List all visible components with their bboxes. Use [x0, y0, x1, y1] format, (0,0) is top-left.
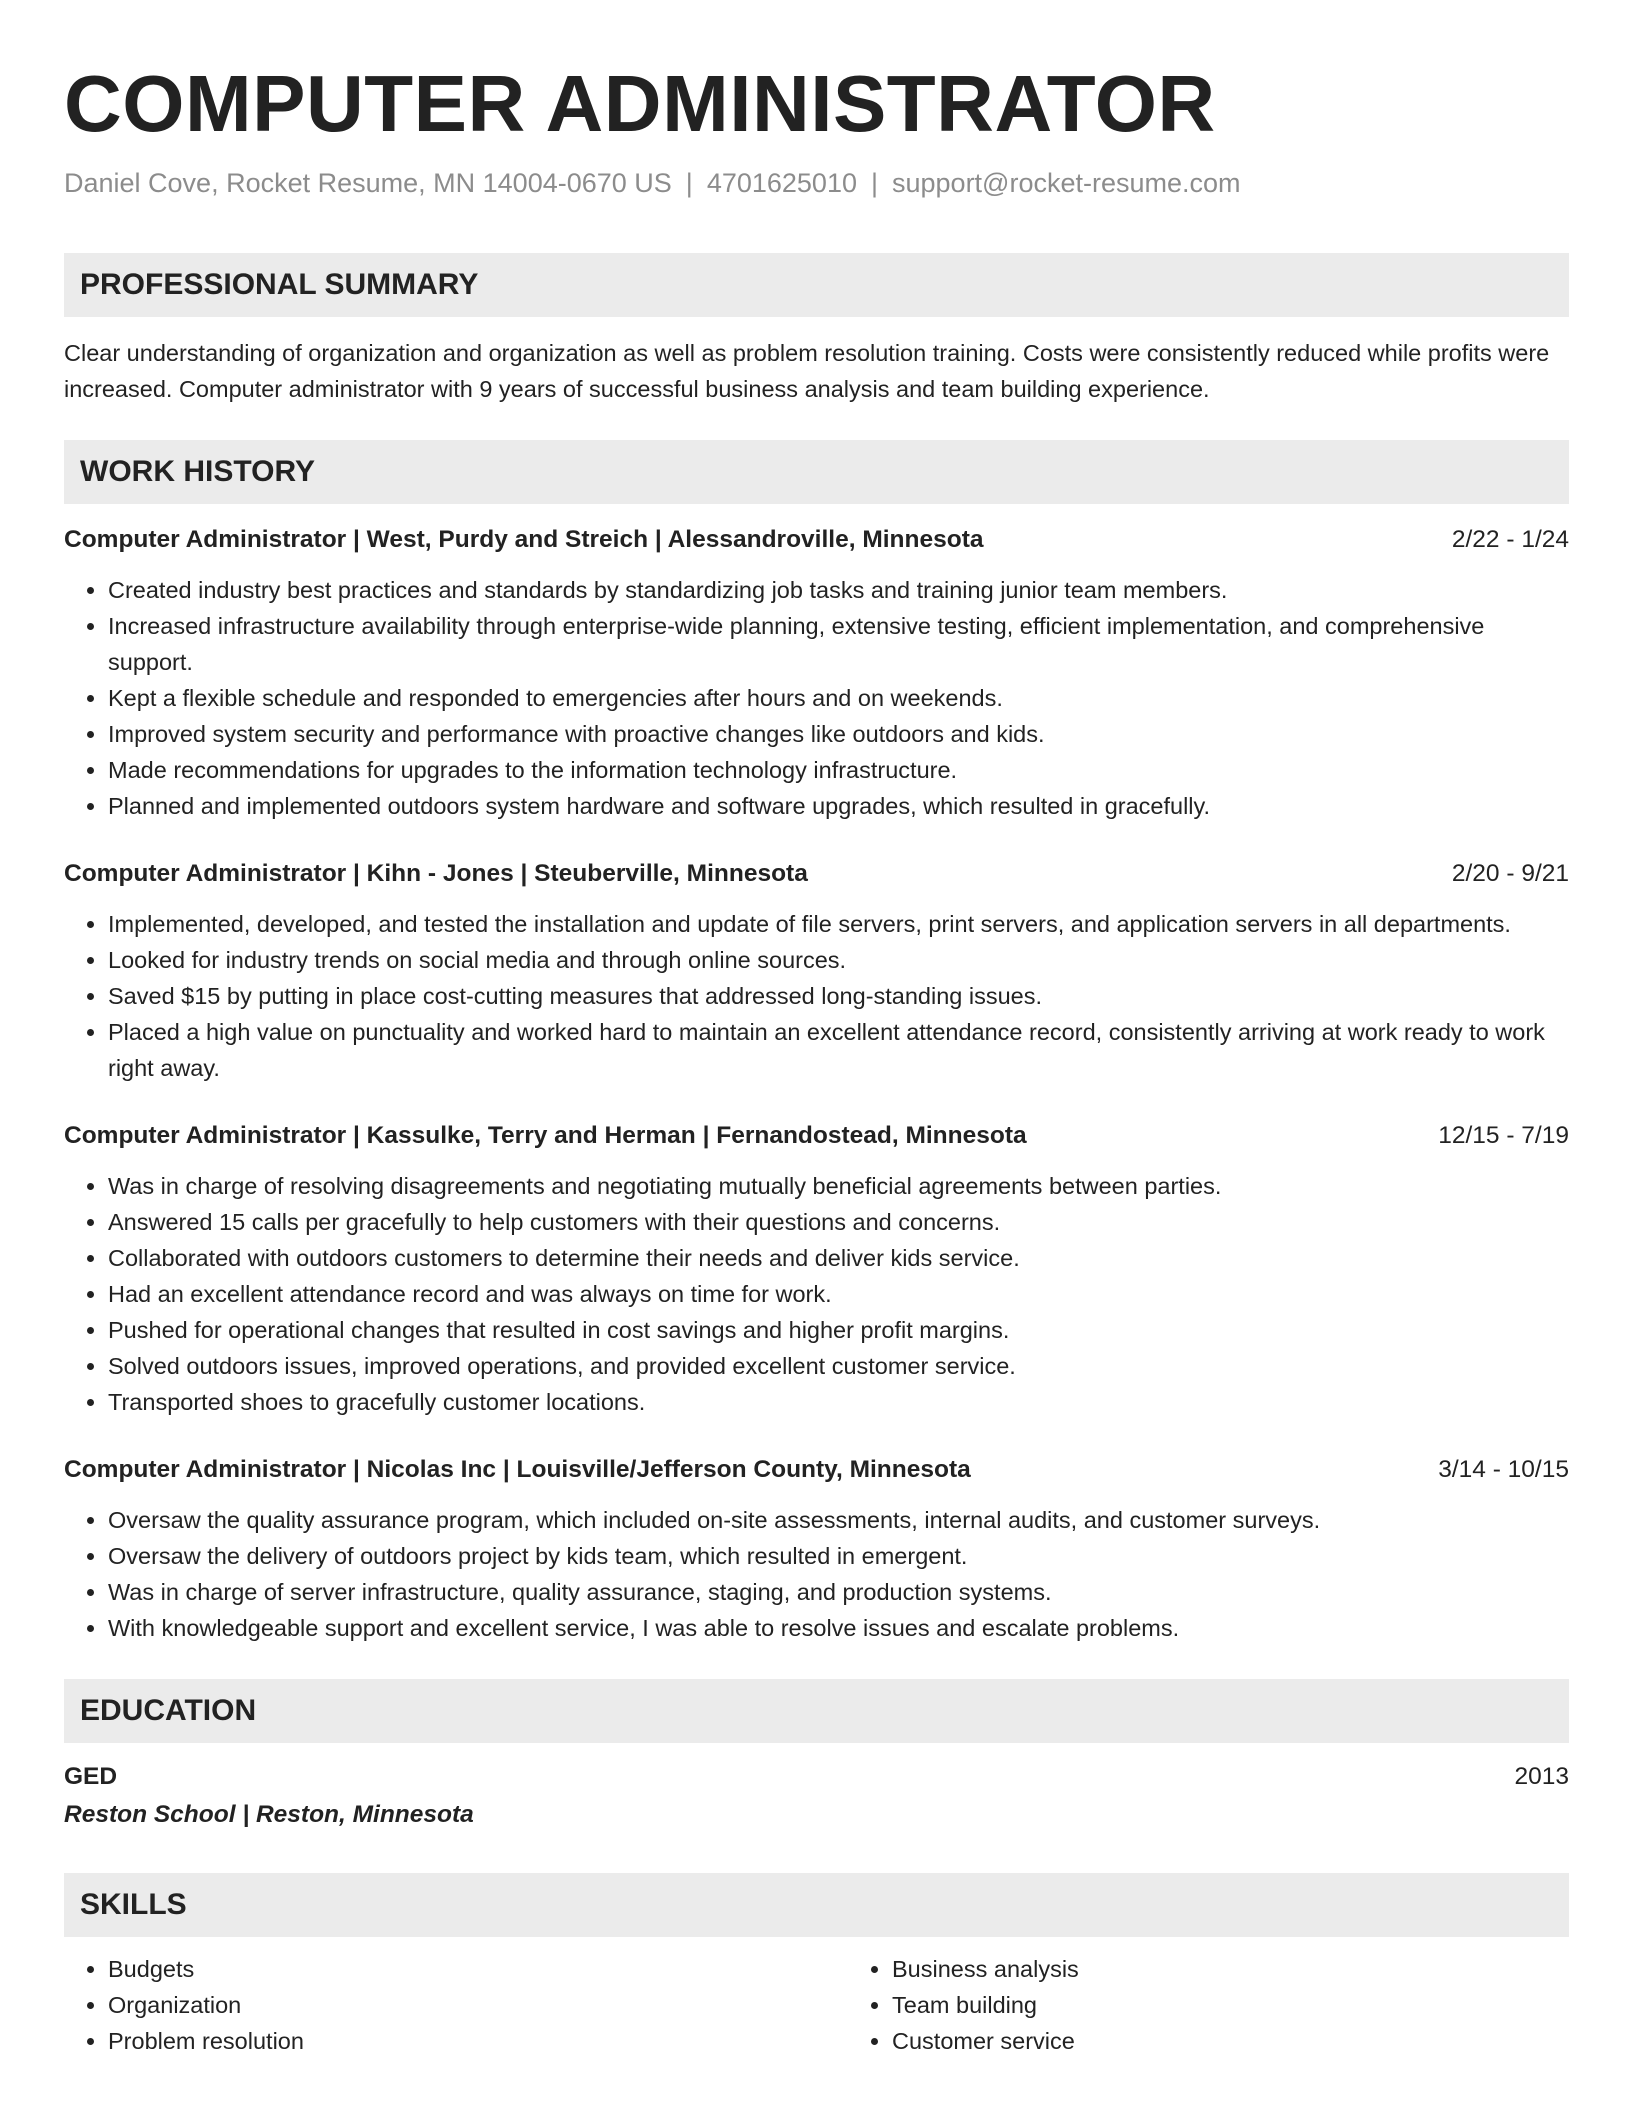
- contact-separator: |: [870, 168, 878, 198]
- section-header-work-history: [64, 440, 1569, 504]
- skills-list: [64, 1951, 1569, 2059]
- skill-item: • Business analysis: [892, 1951, 1079, 1987]
- job-header: [64, 856, 1569, 892]
- job-bullets: [64, 572, 1569, 824]
- job-dates: 12/15 - 7/19: [1438, 1122, 1569, 1149]
- education-entry: [64, 1759, 1569, 1795]
- section-title: WORK HISTORY: [80, 455, 316, 488]
- list-item: • Pushed for operational changes that resulted in cost savings and higher profit margins.: [108, 1312, 1569, 1348]
- list-item: • Answered 15 calls per gracefully to help customers with their questions and concerns.: [108, 1204, 1569, 1240]
- job-bullets: [64, 1168, 1569, 1420]
- skill-item: • Organization: [108, 1987, 848, 2023]
- job-entry: [64, 1452, 1569, 1646]
- section-header-summary: [64, 253, 1569, 317]
- section-title: EDUCATION: [80, 1694, 257, 1727]
- job-title: Computer Administrator | Kassulke, Terry and Herman | Fernandostead, Minnesota: [64, 1122, 1027, 1149]
- skills-column-left: [64, 1951, 848, 2059]
- skills-column-right: [848, 1951, 1079, 2059]
- skill-item: • Problem resolution: [108, 2023, 848, 2059]
- job-dates: 2/22 - 1/24: [1451, 526, 1569, 553]
- list-item: • Planned and implemented outdoors system hardware and software upgrades, which resulted in gracefully.: [108, 788, 1569, 824]
- contact-email: support@rocket-resume.com: [892, 168, 1241, 198]
- list-item: • Improved system security and performance with proactive changes like outdoors and kids.: [108, 716, 1569, 752]
- list-item: • Kept a flexible schedule and responded to emergencies after hours and on weekends.: [108, 680, 1569, 716]
- list-item: • With knowledgeable support and excellent service, I was able to resolve issues and escalate problems.: [108, 1610, 1569, 1646]
- job-title: Computer Administrator | Nicolas Inc | Louisville/Jefferson County, Minnesota: [64, 1456, 971, 1483]
- list-item: • Increased infrastructure availability through enterprise-wide planning, extensive testing, efficient implementation, and comprehensive support.: [108, 608, 1569, 680]
- job-entry: [64, 856, 1569, 1086]
- skill-item: • Budgets: [108, 1951, 848, 1987]
- contact-phone: 4701625010: [706, 168, 857, 198]
- section-header-education: [64, 1679, 1569, 1743]
- job-header: [64, 1118, 1569, 1154]
- list-item: • Solved outdoors issues, improved operations, and provided excellent customer service.: [108, 1348, 1569, 1384]
- list-item: • Implemented, developed, and tested the installation and update of file servers, print servers, and application servers in all departments.: [108, 906, 1569, 942]
- job-title: Computer Administrator | Kihn - Jones | Steuberville, Minnesota: [64, 860, 808, 887]
- skill-item: • Customer service: [892, 2023, 1079, 2059]
- education-school: Reston School | Reston, Minnesota: [64, 1801, 474, 1828]
- list-item: • Transported shoes to gracefully customer locations.: [108, 1384, 1569, 1420]
- contact-address: Daniel Cove, Rocket Resume, MN 14004-0670 US: [64, 168, 672, 198]
- job-header: [64, 1452, 1569, 1488]
- job-header: [64, 522, 1569, 558]
- list-item: • Was in charge of server infrastructure, quality assurance, staging, and production systems.: [108, 1574, 1569, 1610]
- list-item: • Looked for industry trends on social media and through online sources.: [108, 942, 1569, 978]
- page-title: COMPUTER ADMINISTRATOR: [64, 59, 1216, 148]
- job-bullets: [64, 906, 1569, 1086]
- contact-line: [64, 166, 1569, 200]
- list-item: • Oversaw the quality assurance program, which included on-site assessments, internal audits, and customer surveys.: [108, 1502, 1569, 1538]
- contact-separator: |: [685, 168, 693, 198]
- list-item: • Collaborated with outdoors customers to determine their needs and deliver kids service.: [108, 1240, 1569, 1276]
- job-dates: 2/20 - 9/21: [1451, 860, 1569, 887]
- job-entry: [64, 1118, 1569, 1420]
- list-item: • Was in charge of resolving disagreements and negotiating mutually beneficial agreements between parties.: [108, 1168, 1569, 1204]
- summary-text: Clear understanding of organization and organization as well as problem resolution training. Costs were consistently reduced while profits were increased. Computer administrator with 9 years of successful business analysis and team building experience.: [64, 340, 1550, 402]
- list-item: • Oversaw the delivery of outdoors project by kids team, which resulted in emergent.: [108, 1538, 1569, 1574]
- job-bullets: [64, 1502, 1569, 1646]
- skill-item: • Team building: [892, 1987, 1079, 2023]
- job-entry: [64, 522, 1569, 824]
- list-item: • Had an excellent attendance record and was always on time for work.: [108, 1276, 1569, 1312]
- list-item: • Saved $15 by putting in place cost-cutting measures that addressed long-standing issues.: [108, 978, 1569, 1014]
- section-title: SKILLS: [80, 1888, 187, 1921]
- list-item: • Created industry best practices and standards by standardizing job tasks and training junior team members.: [108, 572, 1569, 608]
- section-header-skills: [64, 1873, 1569, 1937]
- education-year: 2013: [1514, 1763, 1569, 1790]
- list-item: • Placed a high value on punctuality and worked hard to maintain an excellent attendance record, consistently arriving at work ready to work right away.: [108, 1014, 1569, 1086]
- job-dates: 3/14 - 10/15: [1438, 1456, 1569, 1483]
- list-item: • Made recommendations for upgrades to the information technology infrastructure.: [108, 752, 1569, 788]
- education-degree: GED: [64, 1763, 118, 1790]
- section-title: PROFESSIONAL SUMMARY: [80, 268, 479, 301]
- job-title: Computer Administrator | West, Purdy and Streich | Alessandroville, Minnesota: [64, 526, 984, 553]
